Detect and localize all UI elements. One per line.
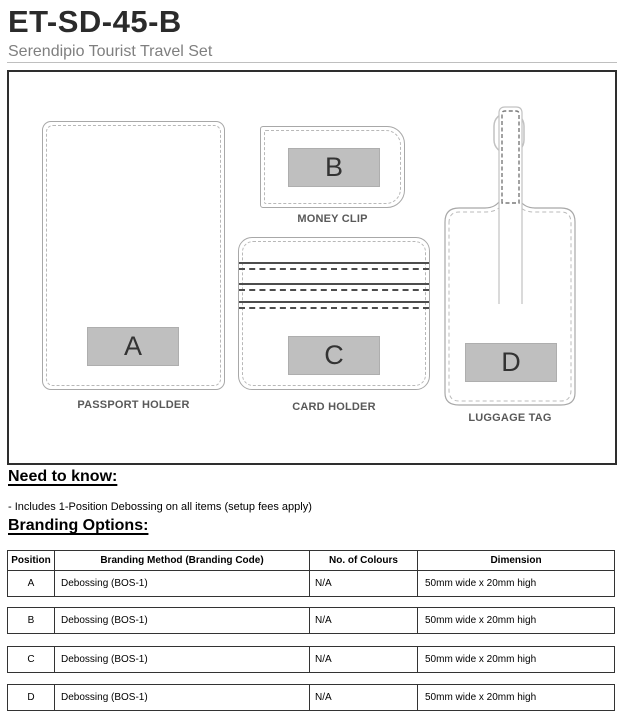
cell-colours: N/A [310,647,418,672]
product-subtitle: Serendipio Tourist Travel Set [8,43,213,60]
branding-area-c [288,336,380,375]
table-row [8,571,614,596]
cell-colours: N/A [310,571,418,596]
col-header-colours: No. of Colours [310,551,418,570]
card-slot-line [239,262,429,264]
card-slot-stitch [239,307,429,309]
page-title: ET-SD-45-B [8,4,182,39]
cell-colours: N/A [310,685,418,710]
card-slot-stitch [239,289,429,291]
branding-table-row-block [7,607,615,634]
cell-method: Debossing (BOS-1) [55,608,310,633]
cell-position: C [8,647,55,672]
passport-holder-label: PASSPORT HOLDER [77,399,190,411]
table-row [8,608,614,633]
branding-table-header-block [7,550,615,597]
money-clip-label: MONEY CLIP [297,213,368,225]
cell-dimension: 50mm wide x 20mm high [425,654,537,665]
card-slot-line [239,301,429,303]
col-header-method: Branding Method (Branding Code) [55,551,310,570]
branding-area-b [288,148,380,187]
card-slot-line [239,283,429,285]
table-header-row [8,551,614,571]
cell-dimension: 50mm wide x 20mm high [425,615,537,626]
card-slot-stitch [239,268,429,270]
product-diagram-box [7,70,617,465]
position-letter-b: B [324,152,343,182]
col-header-position: Position [8,551,55,570]
cell-dimension: 50mm wide x 20mm high [425,578,537,589]
header-divider [7,62,617,63]
cell-dimension: 50mm wide x 20mm high [425,692,537,703]
position-letter-a: A [123,331,142,361]
table-row [8,647,614,672]
cell-position: D [8,685,55,710]
luggage-tag-label: LUGGAGE TAG [468,412,552,424]
branding-area-d [465,343,557,382]
need-to-know-heading: Need to know: [8,468,118,485]
branding-area-a [87,327,179,366]
position-letter-d: D [501,347,521,377]
cell-position: A [8,571,55,596]
branding-table-row-block [7,684,615,711]
cell-position: B [8,608,55,633]
position-letter-c: C [324,340,344,370]
cell-method: Debossing (BOS-1) [55,571,310,596]
need-to-know-note: - Includes 1-Position Debossing on all items (setup fees apply) [8,501,312,513]
cell-colours: N/A [310,608,418,633]
branding-options-heading: Branding Options: [8,517,149,534]
cell-method: Debossing (BOS-1) [55,685,310,710]
branding-table-row-block [7,646,615,673]
card-holder-label: CARD HOLDER [292,401,376,413]
cell-method: Debossing (BOS-1) [55,647,310,672]
table-row [8,685,614,710]
col-header-dimension: Dimension [490,555,542,566]
